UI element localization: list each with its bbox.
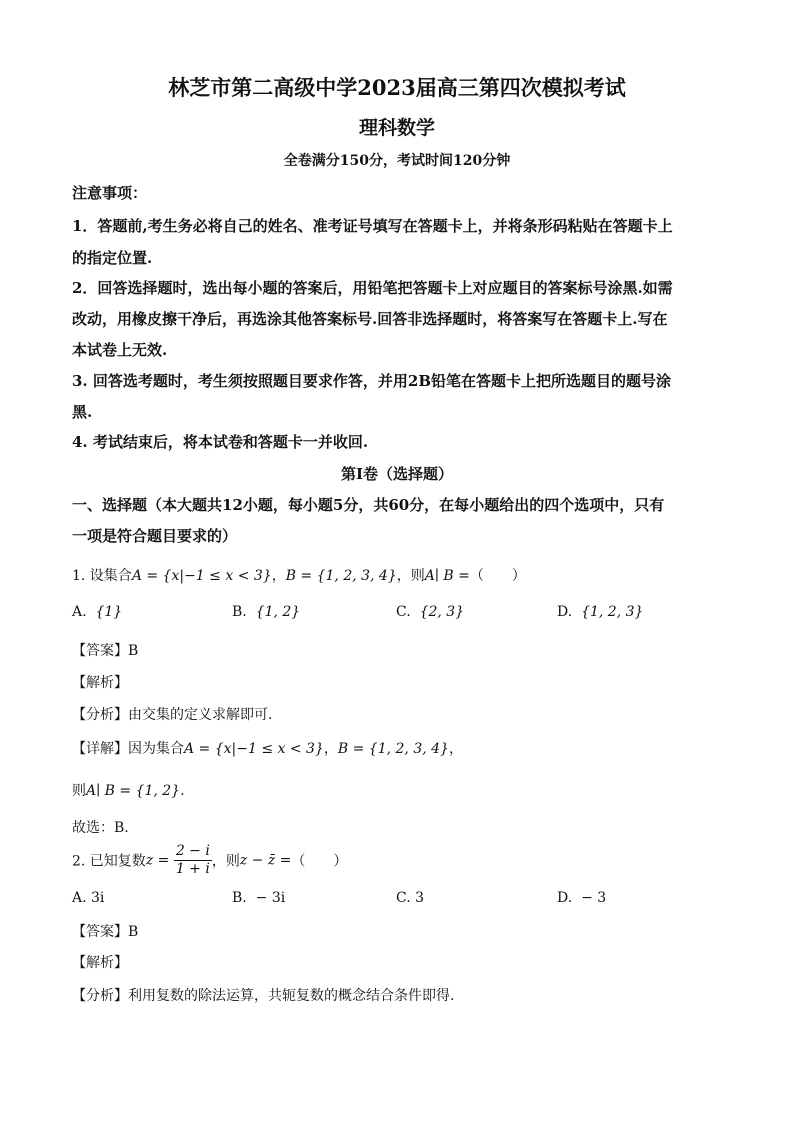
instruction-line: 2．回答选择题时，选出每小题的答案后，用铅笔把答题卡上对应题目的答案标号涂黑.如需 xyxy=(72,279,673,297)
analysis-summary: 【分析】利用复数的除法运算，共轭复数的概念结合条件即得. xyxy=(72,988,455,1004)
answer-label: 【答案】B xyxy=(72,643,139,659)
question-expression: A∣ B = xyxy=(424,568,470,584)
option-c: C. 3 xyxy=(396,890,425,906)
question-2: 2. 已知复数z = $\frac{2 - i}{1 + i}$ ，则z − z̄ =（ ） xyxy=(72,843,348,877)
exam-subject: 理科数学 xyxy=(358,117,435,139)
instructions-heading: 注意事项： xyxy=(72,184,148,202)
instruction-line: 黑. xyxy=(72,403,93,421)
analysis-label: 【解析】 xyxy=(72,675,128,691)
instruction-line: 本试卷上无效. xyxy=(72,341,168,359)
option-d: D. {1, 2, 3} xyxy=(557,604,644,620)
question-ask: ，则 xyxy=(396,568,425,584)
detail-line: 【详解】因为集合A = {x|−1 ≤ x < 3}，B = {1, 2, 3, 4}， xyxy=(72,741,463,757)
answer-label: 【答案】B xyxy=(72,924,139,940)
exam-title: 林芝市第二高级中学2023届高三第四次模拟考试 xyxy=(168,75,626,100)
option-a: A. {1} xyxy=(72,604,123,620)
separator: ， xyxy=(271,568,286,584)
analysis-summary: 【分析】由交集的定义求解即可. xyxy=(72,707,273,723)
volume-heading: 第I卷（选择题） xyxy=(340,465,454,483)
option-c: C. {2, 3} xyxy=(396,604,465,620)
result-line: 则A∣ B = {1, 2}. xyxy=(72,783,185,799)
instruction-line: 改动，用橡皮擦干净后，再选涂其他答案标号.回答非选择题时，将答案写在答题卡上.写在 xyxy=(72,310,668,328)
answer-blank: （ ） xyxy=(469,568,526,584)
set-a: A = {x|−1 ≤ x < 3} xyxy=(131,568,272,584)
analysis-label: 【解析】 xyxy=(72,955,128,971)
instruction-line: 3. 回答选考题时，考生须按照题目要求作答，并用2B铅笔在答题卡上把所选题目的题号涂 xyxy=(72,372,672,390)
part-heading: 一项是符合题目要求的） xyxy=(72,527,238,545)
option-d: D. − 3 xyxy=(557,890,607,906)
part-heading: 一、选择题（本大题共12小题，每小题5分，共60分，在每小题给出的四个选项中，只有 xyxy=(72,496,665,514)
exam-info: 全卷满分150分，考试时间120分钟 xyxy=(283,153,511,169)
set-b: B = {1, 2, 3, 4} xyxy=(285,568,397,584)
question-1 xyxy=(72,565,526,585)
option-a: A. 3i xyxy=(72,890,105,906)
option-b: B. − 3i xyxy=(232,890,286,906)
instruction-line: 4. 考试结束后，将本试卷和答题卡一并收回. xyxy=(72,433,369,451)
instruction-line: 1．答题前,考生务必将自己的姓名、准考证号填写在答题卡上，并将条形码粘贴在答题卡上 xyxy=(72,217,673,235)
option-b: B. {1, 2} xyxy=(232,604,301,620)
question-prefix: 1. 设集合 xyxy=(72,568,132,584)
fraction: $\frac{2 - i}{1 + i}$ xyxy=(175,843,210,877)
instruction-line: 的指定位置. xyxy=(72,249,153,267)
conclusion: 故选：B. xyxy=(72,820,129,836)
